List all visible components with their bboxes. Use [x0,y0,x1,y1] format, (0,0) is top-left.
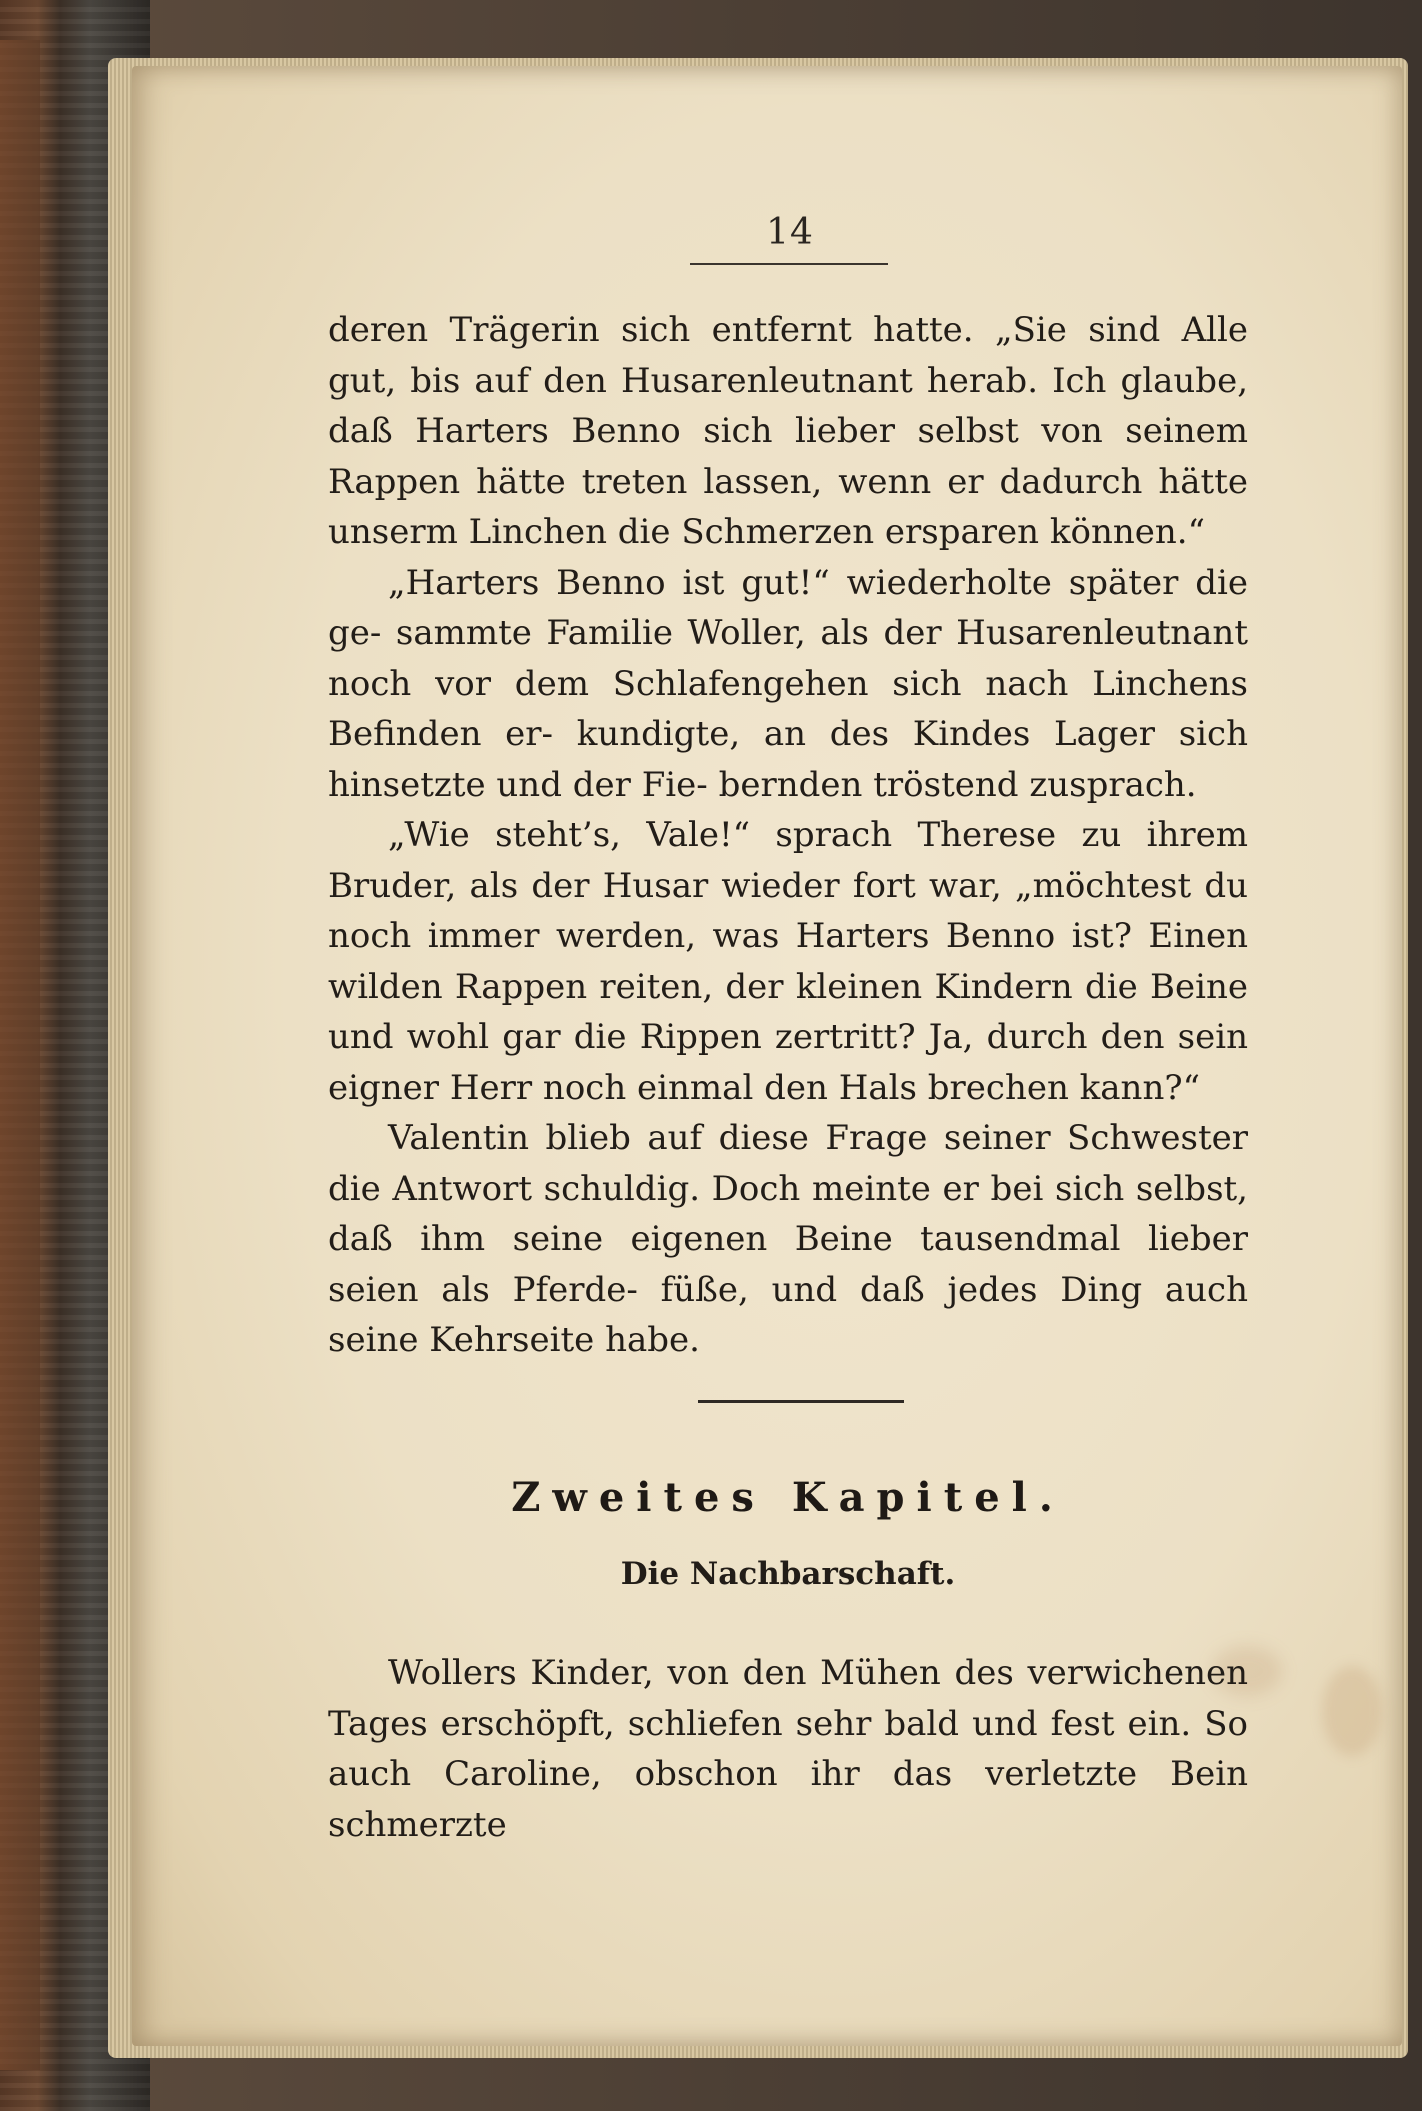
chapter-title: Zweites Kapitel. [511,1474,1065,1521]
paragraph: Valentin blieb auf diese Frage seiner Schwester die Antwort schuldig. Doch meinte er bei sich selbst, daß ihm seine eigenen Beine tausendmal lieber seien als Pferde- füße, und daß jedes Ding auch seine Kehrseite habe. [328,1118,1248,1360]
chapter-body-text [328,1648,1248,1850]
paper-stain [1322,1666,1382,1756]
chapter-subtitle: Die Nachbarschaft. [620,1556,956,1592]
page-number: 14 [766,212,814,253]
body-text [328,305,1248,1366]
header-rule [690,263,888,265]
paragraph: Wollers Kinder, von den Mühen des verwichenen Tages erschöpft, schliefen sehr bald und fest ein. So auch Caroline, obschon ihr das verletzte Bein schmerzte [328,1653,1248,1845]
paragraph: „Wie steht’s, Vale!“ sprach Therese zu ihrem Bruder, als der Husar wieder fort war, „möchtest du noch immer werden, was Harters Benno ist? Einen wilden Rappen reiten, der kleinen Kindern die Beine und wohl gar die Rippen zertritt? Ja, durch den sein eigner Herr noch einmal den Hals brechen kann?“ [328,815,1248,1108]
section-divider [698,1400,904,1403]
paragraph: deren Trägerin sich entfernt hatte. „Sie sind Alle gut, bis auf den Husarenleutnant herab. Ich glaube, daß Harters Benno sich lieber selbst von seinem Rappen hätte treten lassen, wenn er dadurch hätte unserm Linchen die Schmerzen ersparen können.“ [328,310,1248,552]
paragraph: „Harters Benno ist gut!“ wiederholte später die ge- sammte Familie Woller, als der Husarenleutnant noch vor dem Schlafengehen sich nach Linchens Befinden er- kundigte, an des Kindes Lager sich hinsetzte und der Fie- bernden tröstend zusprach. [328,562,1248,805]
